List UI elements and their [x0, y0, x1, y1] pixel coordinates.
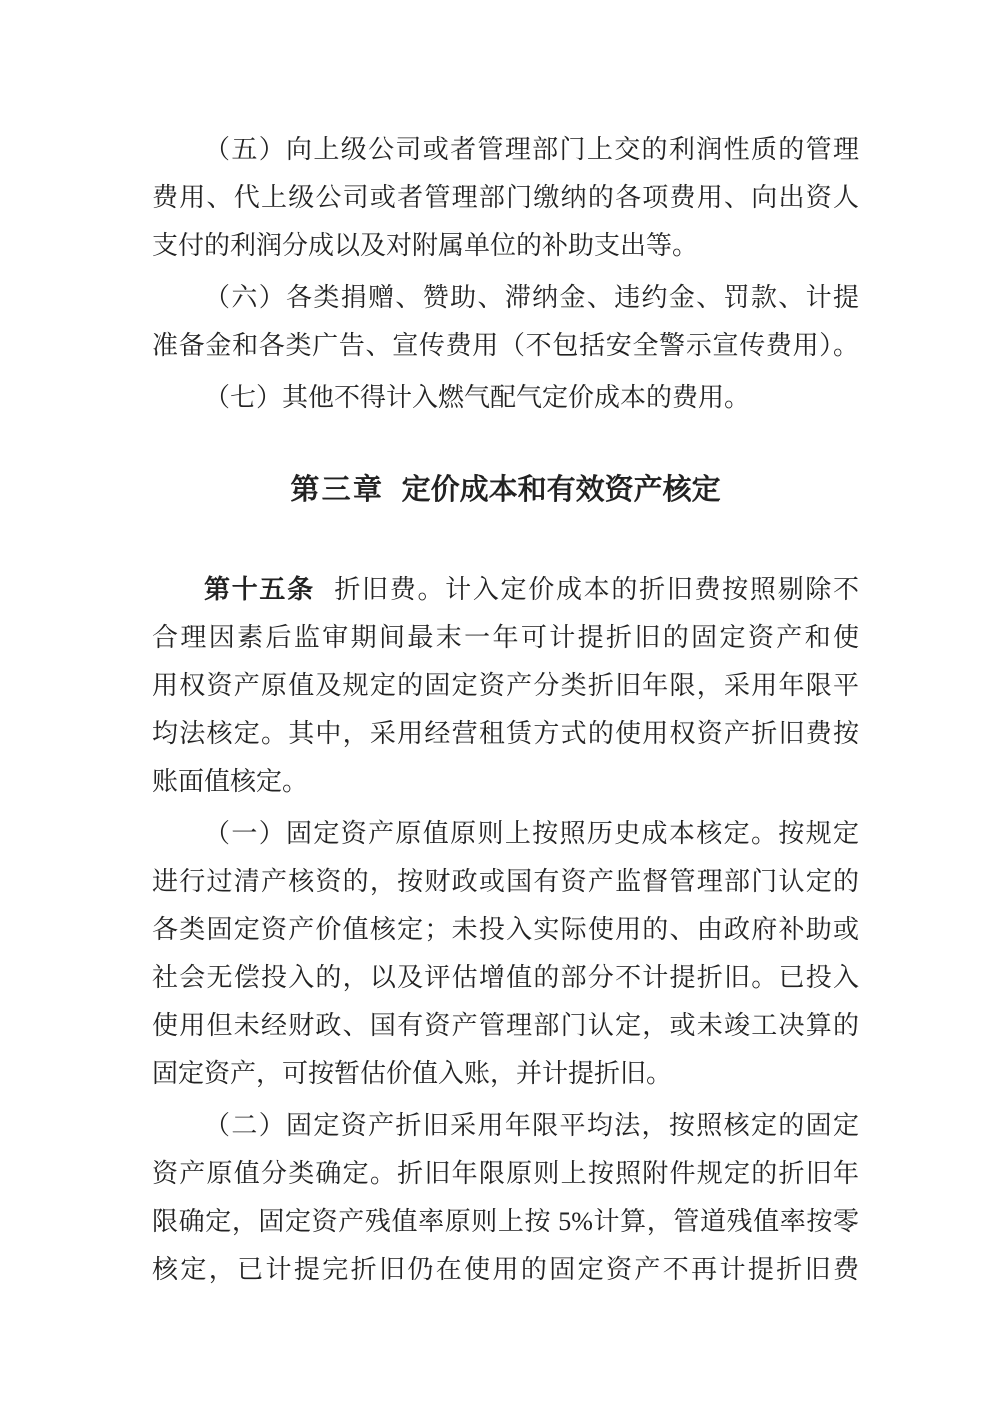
text-line: （七）其他不得计入燃气配气定价成本的费用。	[204, 383, 751, 412]
text-line: 账面值核定。	[152, 767, 309, 796]
text-line: 社会无偿投入的，以及评估增值的部分不计提折旧。已投入	[152, 963, 859, 992]
text-line: （二）固定资产折旧采用年限平均法，按照核定的固定	[204, 1111, 859, 1140]
chapter-title: 定价成本和有效资产核定	[401, 474, 721, 506]
paragraph-article-15	[152, 566, 859, 806]
chapter-heading	[152, 466, 859, 514]
text-line: 限确定，固定资产残值率原则上按 5%计算，管道残值率按零	[152, 1207, 859, 1236]
chapter-number: 第三章	[290, 474, 385, 506]
paragraph-item-6	[152, 274, 859, 370]
text-line: 费用、代上级公司或者管理部门缴纳的各项费用、向出资人	[152, 183, 859, 212]
paragraph-item-2	[152, 1102, 859, 1294]
text-line: 合理因素后监审期间最末一年可计提折旧的固定资产和使	[152, 623, 859, 652]
text-line: （六）各类捐赠、赞助、滞纳金、违约金、罚款、计提	[204, 283, 859, 312]
text-line: 固定资产，可按暂估价值入账，并计提折旧。	[152, 1059, 673, 1088]
text-line: 准备金和各类广告、宣传费用（不包括安全警示宣传费用）。	[152, 331, 859, 360]
page-content	[152, 126, 859, 1294]
text-line: 核定，已计提完折旧仍在使用的固定资产不再计提折旧费	[152, 1255, 859, 1284]
text-line: 各类固定资产价值核定；未投入实际使用的、由政府补助或	[152, 915, 859, 944]
text-line: 支付的利润分成以及对附属单位的补助支出等。	[152, 231, 699, 260]
text-line: 用权资产原值及规定的固定资产分类折旧年限，采用年限平	[152, 671, 859, 700]
text-line: （一）固定资产原值原则上按照历史成本核定。按规定	[204, 819, 859, 848]
text-line: 使用但未经财政、国有资产管理部门认定，或未竣工决算的	[152, 1011, 859, 1040]
article-number: 第十五条	[204, 575, 315, 604]
text-line	[152, 566, 859, 614]
paragraph-item-5	[152, 126, 859, 270]
text-line: （五）向上级公司或者管理部门上交的利润性质的管理	[204, 135, 859, 164]
paragraph-item-1	[152, 810, 859, 1098]
paragraph-item-7	[152, 374, 859, 422]
text-line: 进行过清产核资的，按财政或国有资产监督管理部门认定的	[152, 867, 859, 896]
text-line: 均法核定。其中，采用经营租赁方式的使用权资产折旧费按	[152, 719, 859, 748]
text-line: 资产原值分类确定。折旧年限原则上按照附件规定的折旧年	[152, 1159, 859, 1188]
line-text: 折旧费。计入定价成本的折旧费按照剔除不	[334, 575, 859, 604]
